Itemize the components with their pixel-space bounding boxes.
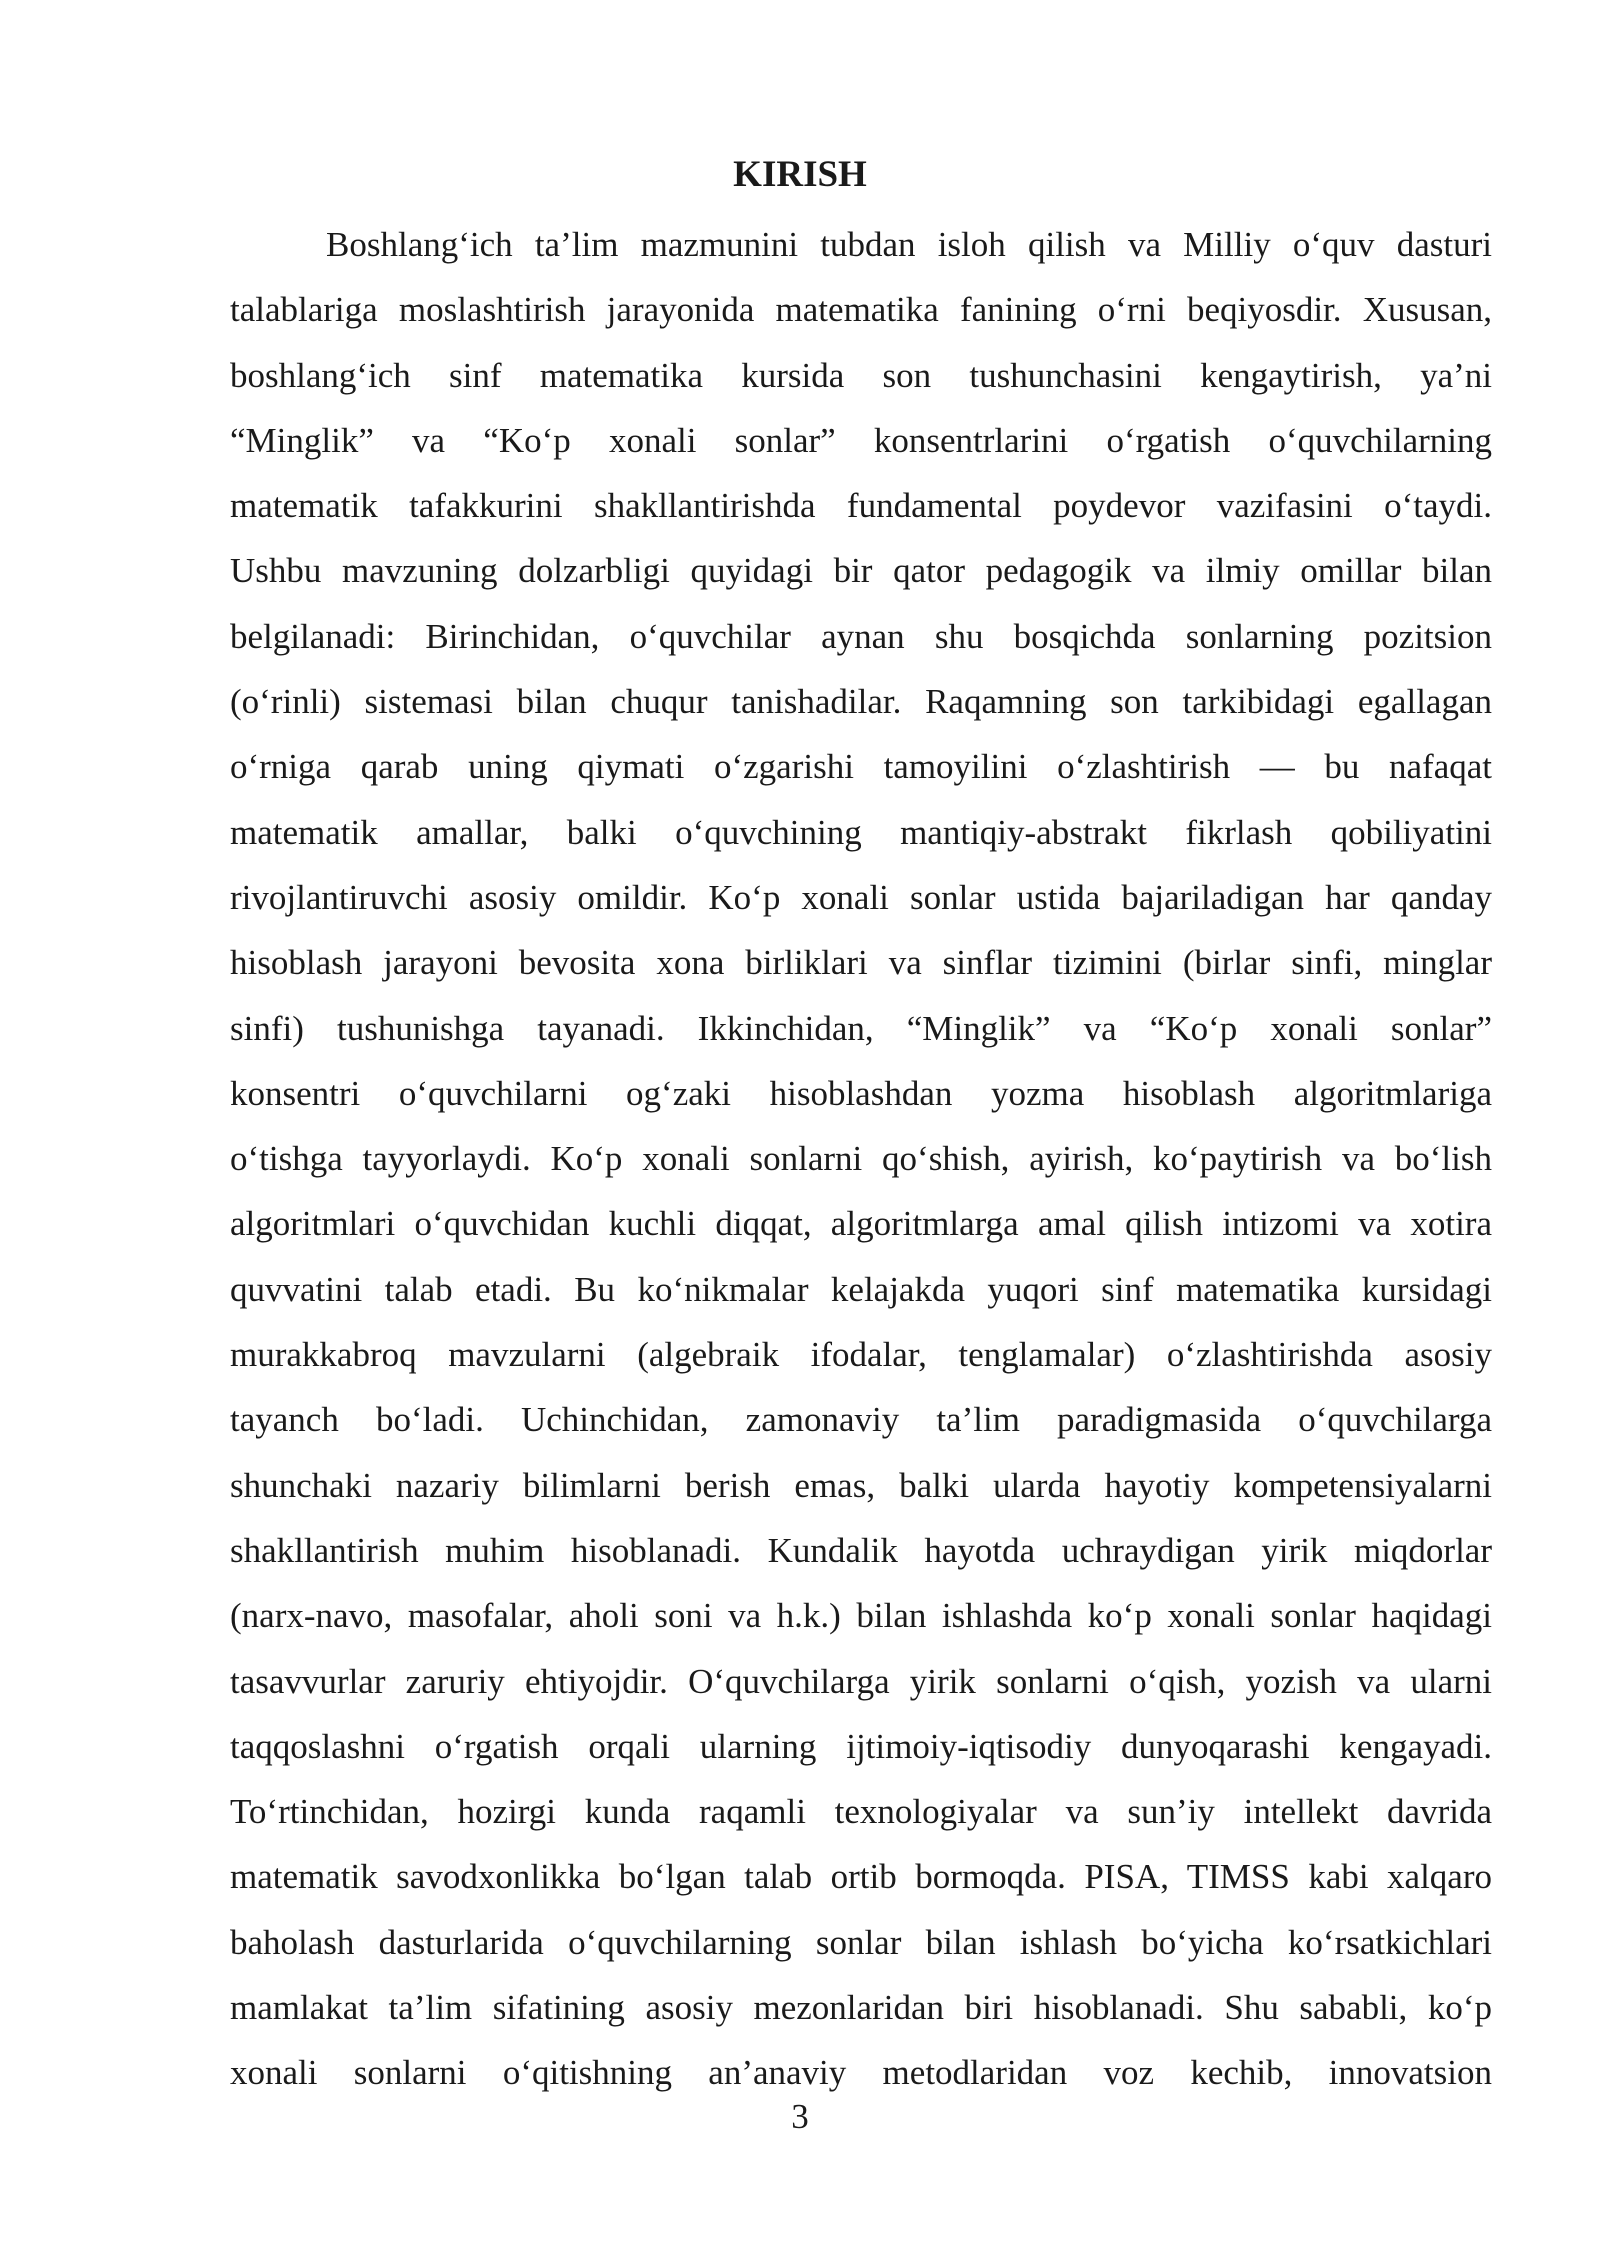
section-heading: KIRISH: [733, 154, 867, 195]
paragraph-line: rivojlantiruvchi asosiy omildir. Ko‘p xonali sonlar ustida bajariladigan har qanday: [230, 877, 1492, 917]
paragraph-line: taqqoslashni o‘rgatish orqali ularning ijtimoiy-iqtisodiy dunyoqarashi kengayadi.: [230, 1726, 1492, 1766]
body-paragraph: [230, 212, 1492, 2106]
paragraph-line: tasavvurlar zaruriy ehtiyojdir. O‘quvchilarga yirik sonlarni o‘qish, yozish va ularni: [230, 1661, 1492, 1701]
paragraph-line: To‘rtinchidan, hozirgi kunda raqamli texnologiyalar va sun’iy intellekt davrida: [230, 1792, 1492, 1832]
paragraph-line: quvvatini talab etadi. Bu ko‘nikmalar kelajakda yuqori sinf matematika kursidagi: [230, 1269, 1492, 1309]
paragraph-line: murakkabroq mavzularni (algebraik ifodalar, tenglamalar) o‘zlashtirishda asosiy: [230, 1335, 1492, 1375]
paragraph-line: baholash dasturlarida o‘quvchilarning sonlar bilan ishlash bo‘yicha ko‘rsatkichlari: [230, 1922, 1492, 1962]
paragraph-line: Ushbu mavzuning dolzarbligi quyidagi bir qator pedagogik va ilmiy omillar bilan: [230, 551, 1492, 591]
paragraph-line: o‘tishga tayyorlaydi. Ko‘p xonali sonlarni qo‘shish, ayirish, ko‘paytirish va bo‘lish: [230, 1139, 1492, 1179]
paragraph-line: belgilanadi: Birinchidan, o‘quvchilar aynan shu bosqichda sonlarning pozitsion: [230, 616, 1492, 656]
paragraph-line: hisoblash jarayoni bevosita xona birliklari va sinflar tizimini (birlar sinfi, minglar: [230, 943, 1492, 983]
paragraph-line: tayanch bo‘ladi. Uchinchidan, zamonaviy ta’lim paradigmasida o‘quvchilarga: [230, 1400, 1492, 1440]
paragraph-line: sinfi) tushunishga tayanadi. Ikkinchidan, “Minglik” va “Ko‘p xonali sonlar”: [230, 1008, 1492, 1048]
paragraph-line: boshlang‘ich sinf matematika kursida son tushunchasini kengaytirish, ya’ni: [230, 355, 1492, 395]
paragraph-line: shakllantirish muhim hisoblanadi. Kundalik hayotda uchraydigan yirik miqdorlar: [230, 1530, 1492, 1570]
paragraph-line: o‘rniga qarab uning qiymati o‘zgarishi tamoyilini o‘zlashtirish — bu nafaqat: [230, 747, 1492, 787]
paragraph-line: (o‘rinli) sistemasi bilan chuqur tanishadilar. Raqamning son tarkibidagi egallagan: [230, 682, 1492, 722]
page-number: 3: [791, 2097, 809, 2136]
paragraph-line: algoritmlari o‘quvchidan kuchli diqqat, algoritmlarga amal qilish intizomi va xotira: [230, 1204, 1492, 1244]
paragraph-line: konsentri o‘quvchilarni og‘zaki hisoblashdan yozma hisoblash algoritmlariga: [230, 1073, 1492, 1113]
paragraph-line: matematik tafakkurini shakllantirishda fundamental poydevor vazifasini o‘taydi.: [230, 486, 1492, 526]
paragraph-line: mamlakat ta’lim sifatining asosiy mezonlaridan biri hisoblanadi. Shu sababli, ko‘p: [230, 1988, 1492, 2028]
paragraph-line: shunchaki nazariy bilimlarni berish emas, balki ularda hayotiy kompetensiyalarni: [230, 1465, 1492, 1505]
paragraph-line: (narx-navo, masofalar, aholi soni va h.k.) bilan ishlashda ko‘p xonali sonlar haqidagi: [230, 1596, 1492, 1636]
paragraph-line: talablariga moslashtirish jarayonida matematika fanining o‘rni beqiyosdir. Xususan,: [230, 290, 1492, 330]
paragraph-line: matematik amallar, balki o‘quvchining mantiqiy-abstrakt fikrlash qobiliyatini: [230, 812, 1492, 852]
paragraph-line: xonali sonlarni o‘qitishning an’anaviy metodlaridan voz kechib, innovatsion: [230, 2053, 1492, 2093]
paragraph-line: matematik savodxonlikka bo‘lgan talab ortib bormoqda. PISA, TIMSS kabi xalqaro: [230, 1857, 1492, 1897]
paragraph-line: “Minglik” va “Ko‘p xonali sonlar” konsentrlarini o‘rgatish o‘quvchilarning: [230, 420, 1492, 460]
paragraph-line: Boshlang‘ich ta’lim mazmunini tubdan isloh qilish va Milliy o‘quv dasturi: [326, 225, 1492, 264]
